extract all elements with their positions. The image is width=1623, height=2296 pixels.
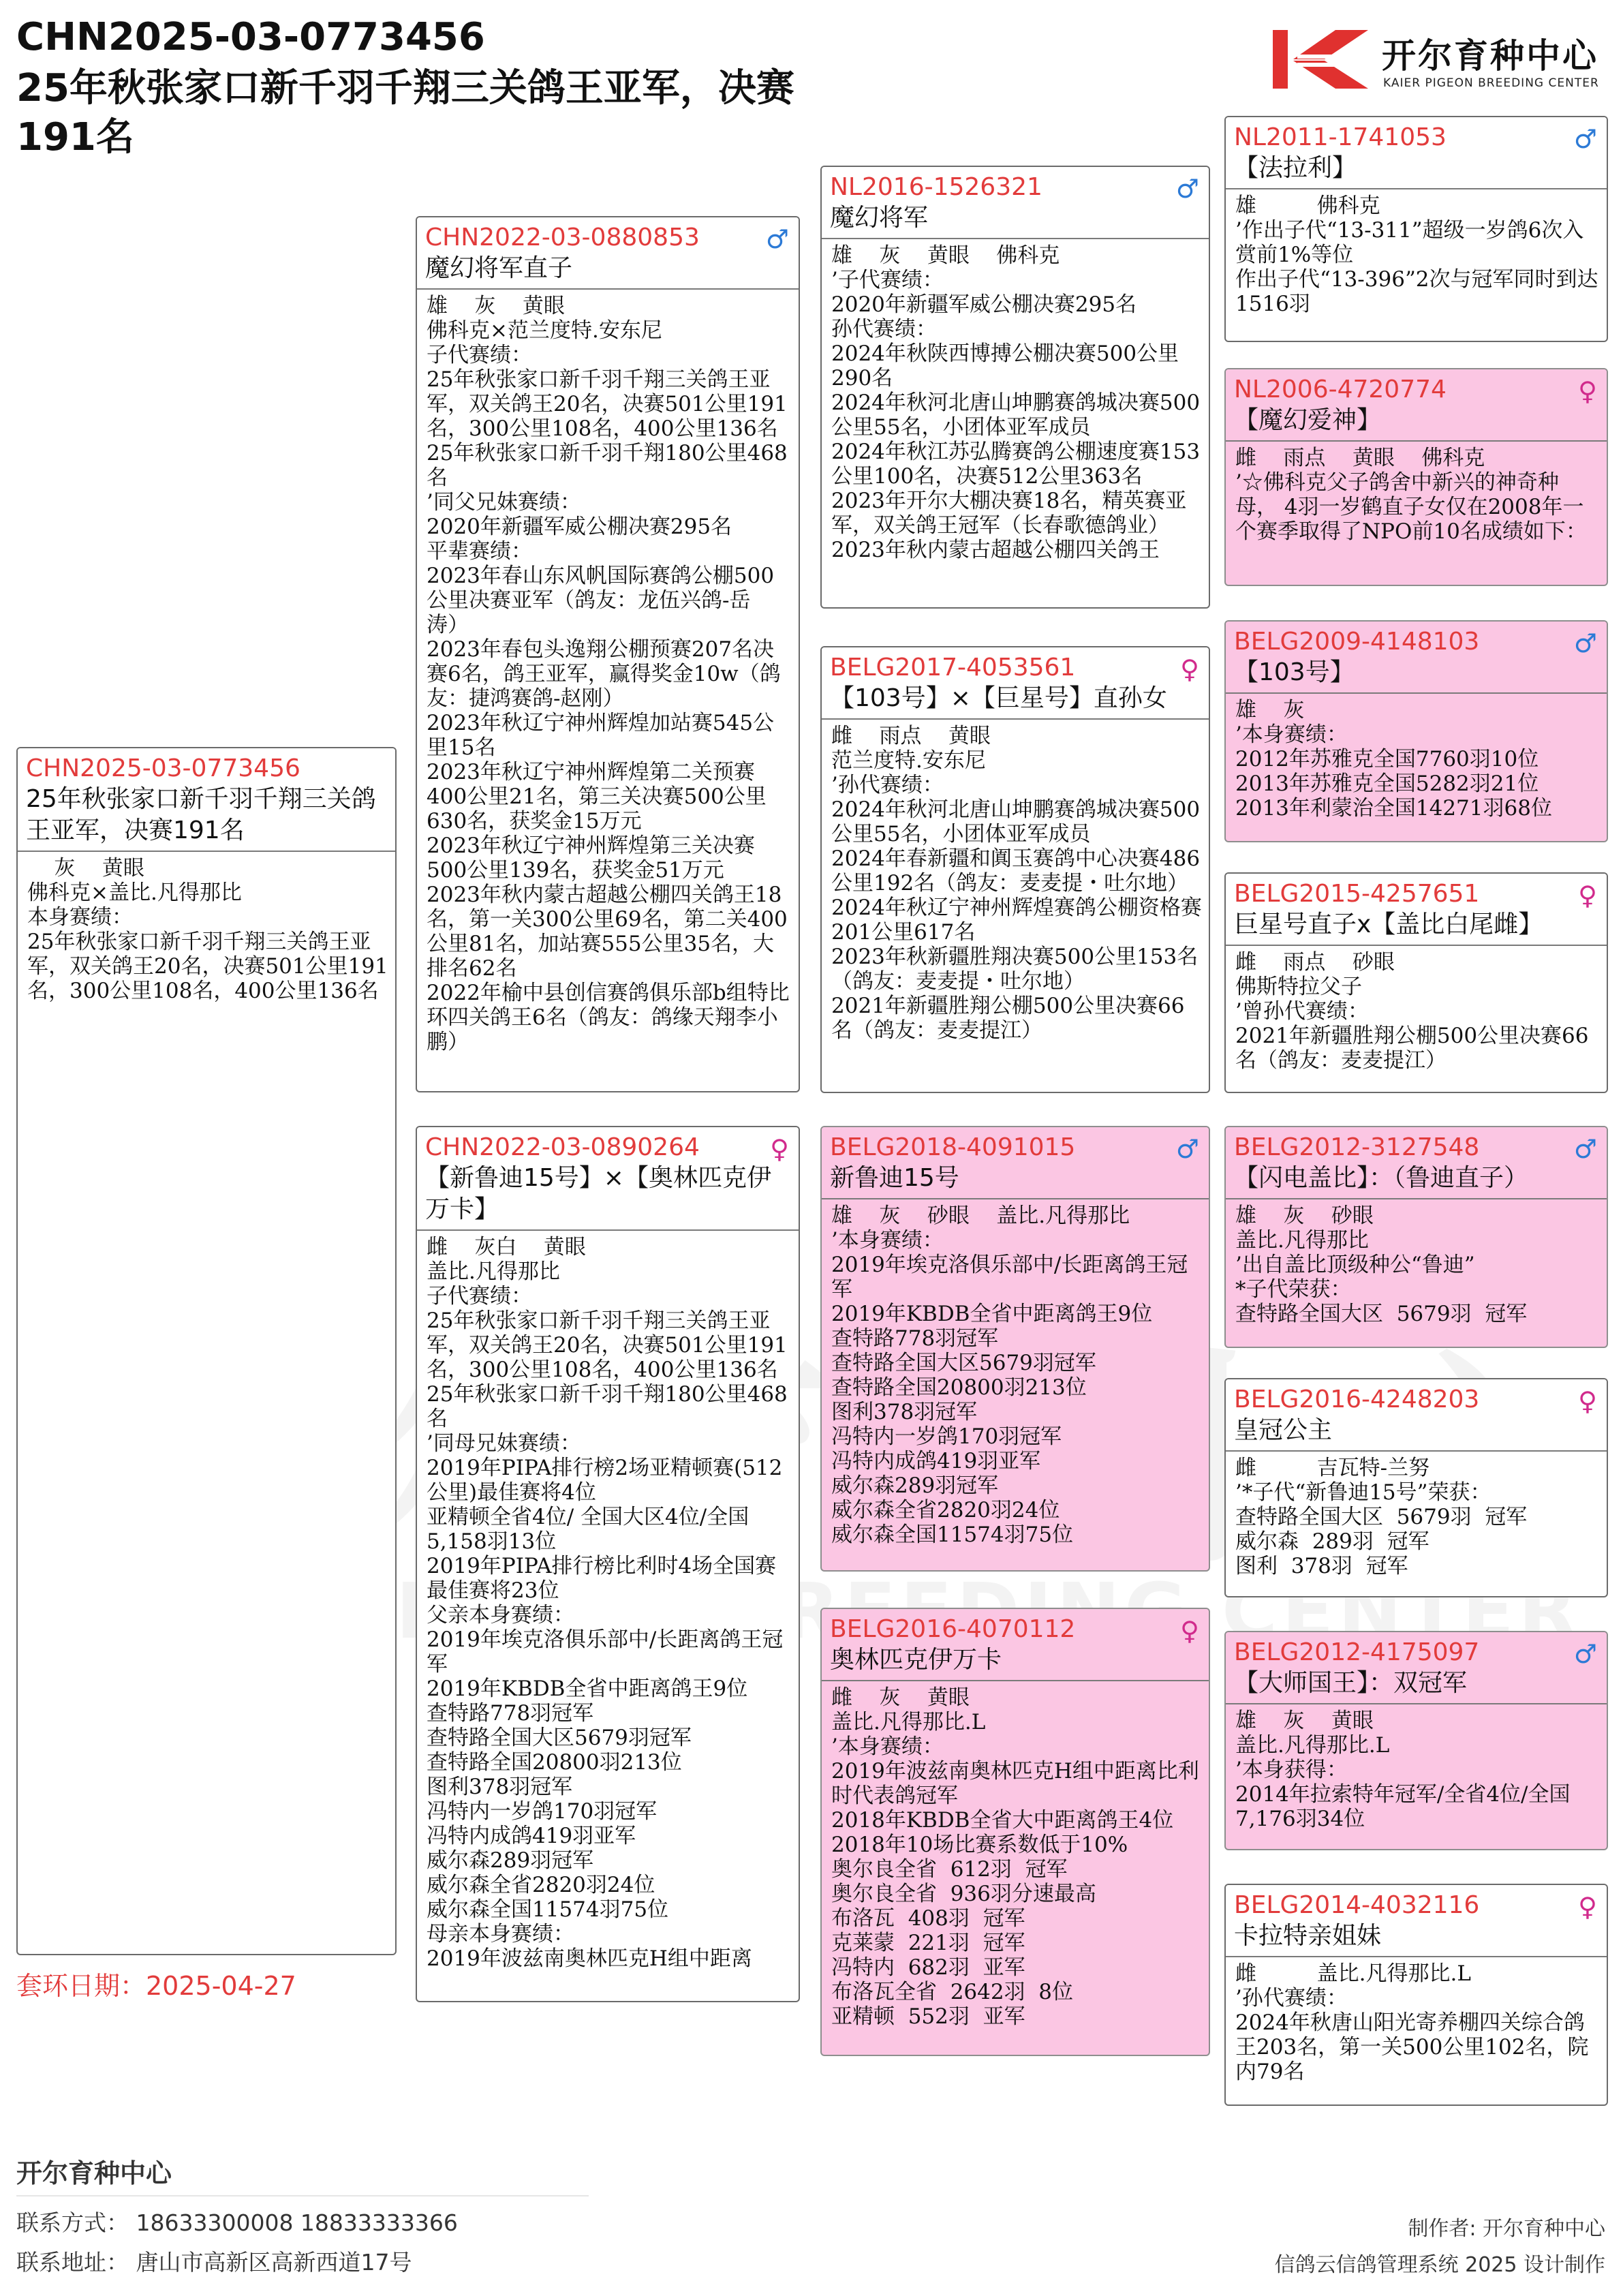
pigeon-details: 雄 灰 ’本身赛绩： 2012年苏雅克全国7760羽10位 2013年苏雅克全国5282羽21位 2013年利蒙治全国14271羽68位 [1235, 698, 1552, 821]
female-symbol-icon: ♀ [1578, 881, 1597, 910]
ring-number: BELG2015-4257651 [1234, 880, 1480, 908]
female-symbol-icon: ♀ [1578, 1386, 1597, 1416]
pigeon-details: 雄 灰 砂眼 盖比.凡得那比 ’本身赛绩： 2019年埃克洛俱乐部中/长距离鸽王冠军 2019年KBDB全省中距离鸽王9位 查特路778羽冠军 查特路全国大区5679羽冠军 查特路全国20800羽213位 图利378羽冠军 冯特内一岁鸽170羽冠军 冯特内成鸽419羽亚军 威尔森289羽冠军 威尔森全省2820羽24位 威尔森全国11574羽75位 [831, 1204, 1188, 1547]
header-ring-number: CHN2025-03-0773456 [16, 15, 485, 59]
male-symbol-icon: ♂ [1175, 174, 1199, 204]
female-symbol-icon: ♀ [1180, 654, 1199, 684]
pigeon-details: 雌 灰白 黄眼 盖比.凡得那比 子代赛绩： 25年秋张家口新千羽千翔三关鸽王亚军，双关鸽王20名，决赛501公里191名，300公里108名，400公里136名 25年秋张家口新千羽千翔180公里468名 ’同母兄妹赛绩： 2019年PIPA排行榜2场亚精顿赛(512公里)最佳赛将4位 亚精顿全省4位/ 全国大区4位/全国5,158羽13位 2019年PIPA排行榜比利时4场全国赛最佳赛将23位 父亲本身赛绩： 2019年埃克洛俱乐部中/长距离鸽王冠军 2019年KBDB全省中距离鸽王9位 查特路778羽冠军 查特路全国大区5679羽冠军 查特路全国20800羽213位 图利378羽冠军 冯特内一岁鸽170羽冠军 冯特内成鸽419羽亚军 威尔森289羽冠军 威尔森全省2820羽24位 威尔森全国11574羽75位 母亲本身赛绩： 2019年波兹南奥林匹克H组中距离 [427, 1235, 788, 1971]
pigeon-name: 25年秋张家口新千羽千翔三关鸽王亚军，决赛191名 [26, 785, 376, 844]
pigeon-name: 魔幻将军 [830, 204, 929, 232]
pigeon-name: 【闪电盖比】：（鲁迪直子） [1234, 1164, 1529, 1192]
pigeon-card-sire-sire[interactable] [820, 166, 1210, 609]
pigeon-card-sdd[interactable] [1224, 872, 1608, 1093]
pigeon-name: 【103号】 [1234, 658, 1355, 686]
ring-number: BELG2016-4070112 [830, 1615, 1076, 1643]
footer-system: 信鸽云信鸽管理系统 2025 设计制作 [1274, 2253, 1605, 2277]
pigeon-details: 雌 雨点 砂眼 佛斯特拉父子 ’曾孙代赛绩： 2021年新疆胜翔公棚500公里决赛66名（鸽友：麦麦提江） [1235, 950, 1589, 1073]
pigeon-details: 雄 灰 砂眼 盖比.凡得那比 ’出自盖比顶级种公“鲁迪” *子代荣获： 查特路全国大区 5679羽 冠军 [1235, 1204, 1528, 1326]
male-symbol-icon: ♂ [1573, 1639, 1597, 1669]
footer-contact: 联系方式： 18633300008 18833333366 [16, 2209, 458, 2236]
ring-number: CHN2022-03-0880853 [425, 224, 700, 251]
footer-divider [16, 2195, 589, 2196]
pigeon-card-dam-dam[interactable] [820, 1608, 1210, 2056]
pigeon-name: 【103号】×【巨星号】直孙女 [830, 684, 1167, 712]
ring-number: CHN2022-03-0890264 [425, 1133, 700, 1161]
pigeon-card-sire-dam[interactable] [820, 646, 1210, 1093]
pigeon-card-sire[interactable] [416, 216, 800, 1092]
male-symbol-icon: ♂ [1573, 1134, 1597, 1164]
footer-org-name: 开尔育种中心 [16, 2158, 172, 2188]
pigeon-name: 新鲁迪15号 [830, 1164, 959, 1192]
pigeon-details: 灰 黄眼 佛科克×盖比.凡得那比 本身赛绩： 25年秋张家口新千羽千翔三关鸽王亚军，双关鸽王20名，决赛501公里191名，300公里108名，400公里136名 [27, 856, 388, 1003]
male-symbol-icon: ♂ [1573, 628, 1597, 658]
pigeon-details: 雌 吉瓦特-兰努 ’*子代“新鲁迪15号”荣获： 查特路全国大区 5679羽 冠军 威尔森 289羽 冠军 图利 378羽 冠军 [1235, 1456, 1528, 1578]
pigeon-name: 巨星号直子x【盖比白尾雌】 [1234, 910, 1543, 938]
pigeon-card-dss[interactable] [1224, 1126, 1608, 1348]
pigeon-details: 雌 盖比.凡得那比.L ’孙代赛绩： 2024年秋唐山阳光寄养棚四关综合鸽王203名，第一关500公里102名，院内79名 [1235, 1961, 1589, 2084]
pigeon-card-dsd[interactable] [1224, 1378, 1608, 1597]
logo-english-name: KAIER PIGEON BREEDING CENTER [1383, 76, 1599, 90]
pigeon-name: 【新鲁迪15号】×【奥林匹克伊万卡】 [425, 1164, 771, 1223]
pigeon-details: 雌 灰 黄眼 盖比.凡得那比.L ’本身赛绩： 2019年波兹南奥林匹克H组中距离比利时代表鸽冠军 2018年KBDB全省大中距离鸽王4位 2018年10场比赛系数低于10% 奥尔良全省 612羽 冠军 奥尔良全省 936羽分速最高 布洛瓦 408羽 冠军 克莱蒙 221羽 冠军 冯特内 682羽 亚军 布洛瓦全省 2642羽 8位 亚精顿 552羽 亚军 [831, 1685, 1199, 2029]
ring-number: BELG2012-4175097 [1234, 1638, 1480, 1666]
brand-logo [1273, 26, 1607, 101]
logo-mark-icon [1273, 26, 1372, 94]
pigeon-card-sss[interactable] [1224, 116, 1608, 342]
ring-number: BELG2014-4032116 [1234, 1891, 1480, 1919]
male-symbol-icon: ♂ [765, 224, 789, 254]
pigeon-details: 雌 雨点 黄眼 佛科克 ’☆佛科克父子鸽舍中新兴的神奇种母， 4羽一岁鹤直子女仅在2008年一个赛季取得了NPO前10名成绩如下： [1235, 446, 1587, 544]
ring-date: 套环日期：2025-04-27 [16, 1971, 296, 2001]
pigeon-name: 魔幻将军直子 [425, 254, 573, 282]
pigeon-details: 雄 灰 黄眼 佛科克 ’子代赛绩： 2020年新疆军威公棚决赛295名 孙代赛绩： 2024年秋陕西博搏公棚决赛500公里290名 2024年秋河北唐山坤鹏赛鸽城决赛500公里55名，小团体亚军成员 2024年秋江苏弘腾赛鸽公棚速度赛153公里100名，决赛512公里363名 2023年开尔大棚决赛18名，精英赛亚军，双关鸽王冠军（长春歌德鸽业） 2023年秋内蒙古超越公棚四关鸽王 [831, 243, 1201, 562]
header-title: 25年秋张家口新千羽千翔三关鸽王亚军，决赛191名 [16, 66, 794, 159]
pigeon-name: 【大师国王】：双冠军 [1234, 1669, 1468, 1697]
female-symbol-icon: ♀ [770, 1134, 789, 1164]
pigeon-card-sds[interactable] [1224, 620, 1608, 842]
pigeon-name: 【魔幻爱神】 [1234, 406, 1382, 434]
ring-number: NL2006-4720774 [1234, 376, 1447, 403]
female-symbol-icon: ♀ [1578, 1892, 1597, 1922]
male-symbol-icon: ♂ [1573, 124, 1597, 154]
ring-number: NL2011-1741053 [1234, 123, 1447, 151]
ring-number: BELG2017-4053561 [830, 654, 1076, 682]
ring-number: BELG2012-3127548 [1234, 1133, 1480, 1161]
pigeon-details: 雌 雨点 黄眼 范兰度特.安东尼 ’孙代赛绩： 2024年秋河北唐山坤鹏赛鸽城决赛500公里55名，小团体亚军成员 2024年春新疆和阗玉赛鸽中心决赛486公里192名（鸽友：麦麦提・吐尔地） 2024年秋辽宁神州辉煌赛鸽公棚资格赛201公里617名 2023年秋新疆胜翔决赛500公里153名（鸽友：麦麦提・吐尔地） 2021年新疆胜翔公棚500公里决赛66名（鸽友：麦麦提江） [831, 724, 1202, 1043]
pigeon-card-ssd[interactable] [1224, 368, 1608, 586]
pigeon-details: 雄 佛科克 ’作出子代“13-311”超级一岁鸽6次入赏前1%等位 作出子代“13-396”2次与冠军同时到达1516羽 [1235, 194, 1598, 316]
pigeon-name: 奥林匹克伊万卡 [830, 1646, 1002, 1674]
pigeon-details: 雄 灰 黄眼 盖比.凡得那比.L ’本身获得： 2014年拉索特年冠军/全省4位/全国7,176羽34位 [1235, 1709, 1571, 1831]
pigeon-name: 皇冠公主 [1234, 1416, 1333, 1444]
pigeon-name: 卡拉特亲姐妹 [1234, 1922, 1382, 1950]
pigeon-card-dds[interactable] [1224, 1631, 1608, 1850]
female-symbol-icon: ♀ [1180, 1616, 1199, 1646]
pigeon-card-dam[interactable] [416, 1126, 800, 2002]
ring-number: NL2016-1526321 [830, 173, 1042, 201]
female-symbol-icon: ♀ [1578, 376, 1597, 406]
ring-number: CHN2025-03-0773456 [26, 754, 300, 782]
pigeon-details: 雄 灰 黄眼 佛科克×范兰度特.安东尼 子代赛绩： 25年秋张家口新千羽千翔三关鸽王亚军，双关鸽王20名，决赛501公里191名，300公里108名，400公里136名 25年秋张家口新千羽千翔180公里468名 ’同父兄妹赛绩： 2020年新疆军威公棚决赛295名 平辈赛绩： 2023年春山东风帆国际赛鸽公棚500公里决赛亚军（鸽友：龙伍兴鸽-岳涛） 2023年春包头逸翔公棚预赛207名决赛6名，鸽王亚军，赢得奖金10w（鸽友：捷鸿赛鸽-赵刚） 2023年秋辽宁神州辉煌加站赛545公里15名 2023年秋辽宁神州辉煌第二关预赛400公里21名，第三关决赛500公里630名，获奖金15万元 2023年秋辽宁神州辉煌第三关决赛500公里139名，获奖金51万元 2023年秋内蒙古超越公棚四关鸽王18名，第一关300公里69名，第二关400公里81名，加站赛555公里35名，大排名62名 2022年榆中县创信赛鸽俱乐部b组特比环四关鸽王6名（鸽友：鸽缘天翔李小鹏） [427, 294, 790, 1054]
ring-number: BELG2016-4248203 [1234, 1386, 1480, 1413]
pigeon-card-ddd[interactable] [1224, 1884, 1608, 2106]
footer-address: 联系地址： 唐山市高新区高新西道17号 [16, 2249, 412, 2276]
ring-number: BELG2009-4148103 [1234, 628, 1480, 656]
ring-number: BELG2018-4091015 [830, 1133, 1076, 1161]
logo-name: 开尔育种中心 [1382, 36, 1598, 76]
pigeon-card-dam-sire[interactable] [820, 1126, 1210, 1572]
footer-maker: 制作者: 开尔育种中心 [1408, 2217, 1605, 2241]
male-symbol-icon: ♂ [1175, 1134, 1199, 1164]
pigeon-name: 【法拉利】 [1234, 154, 1357, 182]
pigeon-card-subject[interactable] [16, 747, 397, 1955]
